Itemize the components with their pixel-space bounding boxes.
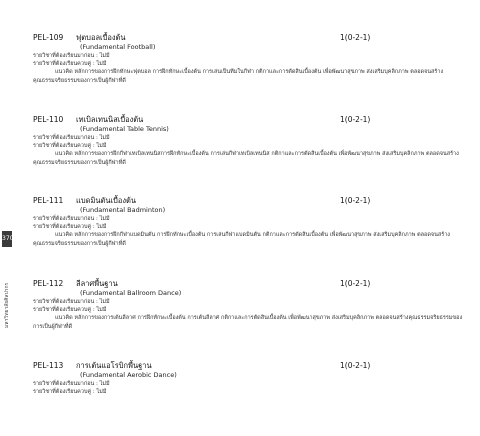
course-name-thai: ลีลาศพื้นฐาน (76, 279, 118, 288)
course-header (33, 360, 473, 371)
course-description: แนวคิด หลักการของการฝึกกีฬาแบดมินตัน การฝึกทักษะเบื้องต้น การเล่นกีฬาแบดมินตัน กติกาและการตัดสินเบื้องต้น เพื่อพัฒนาสุขภาพ ส่งเสริมบุคลิกภาพ ตลอดจนสร้างคุณธรรมจริยธรรมของการเป็นผู้กีฬาที่ดี (33, 232, 450, 247)
corequisite: รายวิชาที่ต้องเรียนควบคู่ : ไม่มี (33, 224, 107, 230)
course-name-thai: ฟุตบอลเบื้องต้น (76, 33, 126, 42)
corequisite: รายวิชาที่ต้องเรียนควบคู่ : ไม่มี (33, 61, 107, 67)
course-credit: 1(0-2-1) (340, 33, 371, 42)
course-name-english: (Fundamental Aerobic Dance) (80, 371, 177, 379)
course-header (33, 114, 473, 125)
course-name-thai: เทเบิลเทนนิสเบื้องต้น (76, 115, 144, 124)
course-entry (33, 360, 473, 396)
side-vertical-text: มหาวิทยาลัยศิลปากร (4, 282, 10, 328)
prerequisite: รายวิชาที่ต้องเรียนมาก่อน : ไม่มี (33, 135, 110, 141)
course-code: PEL-112 (33, 279, 64, 288)
course-name-thai: แบดมินตันเบื้องต้น (76, 196, 137, 205)
course-header (33, 32, 473, 43)
course-code: PEL-111 (33, 196, 64, 205)
prerequisite: รายวิชาที่ต้องเรียนมาก่อน : ไม่มี (33, 381, 110, 387)
page-number-tab: 370 (2, 231, 12, 247)
course-entry (33, 114, 473, 168)
course-name-english: (Fundamental Badminton) (80, 206, 166, 214)
course-entry (33, 195, 473, 249)
corequisite: รายวิชาที่ต้องเรียนควบคู่ : ไม่มี (33, 307, 107, 313)
course-credit: 1(0-2-1) (340, 115, 371, 124)
course-entry (33, 278, 473, 332)
corequisite: รายวิชาที่ต้องเรียนควบคู่ : ไม่มี (33, 389, 107, 395)
course-name-english: (Fundamental Table Tennis) (80, 125, 169, 133)
prerequisite: รายวิชาที่ต้องเรียนมาก่อน : ไม่มี (33, 299, 110, 305)
course-entry (33, 32, 473, 86)
course-credit: 1(0-2-1) (340, 279, 371, 288)
course-code: PEL-110 (33, 115, 64, 124)
course-name-thai: การเต้นแอโรบิกพื้นฐาน (76, 361, 152, 370)
prerequisite: รายวิชาที่ต้องเรียนมาก่อน : ไม่มี (33, 53, 110, 59)
course-name-english: (Fundamental Ballroom Dance) (80, 289, 182, 297)
course-code: PEL-109 (33, 33, 64, 42)
course-credit: 1(0-2-1) (340, 196, 371, 205)
corequisite: รายวิชาที่ต้องเรียนควบคู่ : ไม่มี (33, 143, 107, 149)
course-header (33, 278, 473, 289)
course-header (33, 195, 473, 206)
course-name-english: (Fundamental Football) (80, 43, 156, 51)
prerequisite: รายวิชาที่ต้องเรียนมาก่อน : ไม่มี (33, 216, 110, 222)
course-code: PEL-113 (33, 361, 64, 370)
course-credit: 1(0-2-1) (340, 361, 371, 370)
course-description: แนวคิด หลักการของการเต้นลีลาศ การฝึกทักษะเบื้องต้น การเต้นลีลาศ กติกาและการตัดสินเบื้องต้น เพื่อพัฒนาสุขภาพ ส่งเสริมบุคลิกภาพ ตลอดจนสร้างคุณธรรมจริยธรรมของการเป็นผู้กีฬาที่ดี (33, 315, 463, 330)
course-description: แนวคิด หลักการของการฝึกกีฬาเทเบิลเทนนิสการฝึกทักษะเบื้องต้น การเล่นกีฬาเทเบิลเทนนิส กติกาและการตัดสินเบื้องต้น เพื่อพัฒนาสุขภาพ ส่งเสริมบุคลิกภาพ ตลอดจนสร้างคุณธรรมจริยธรรมของการเป็นผู้กีฬาที่ดี (33, 151, 459, 166)
course-description: แนวคิด หลักการของการฝึกทักษะฟุตบอล การฝึกทักษะเบื้องต้น การเล่นเป็นทีมในกีฬา กติกาและการตัดสินเบื้องต้น เพื่อพัฒนาสุขภาพ ส่งเสริมบุคลิกภาพ ตลอดจนสร้างคุณธรรมจริยธรรมของการเป็นผู้กีฬาที่ดี (33, 69, 444, 84)
